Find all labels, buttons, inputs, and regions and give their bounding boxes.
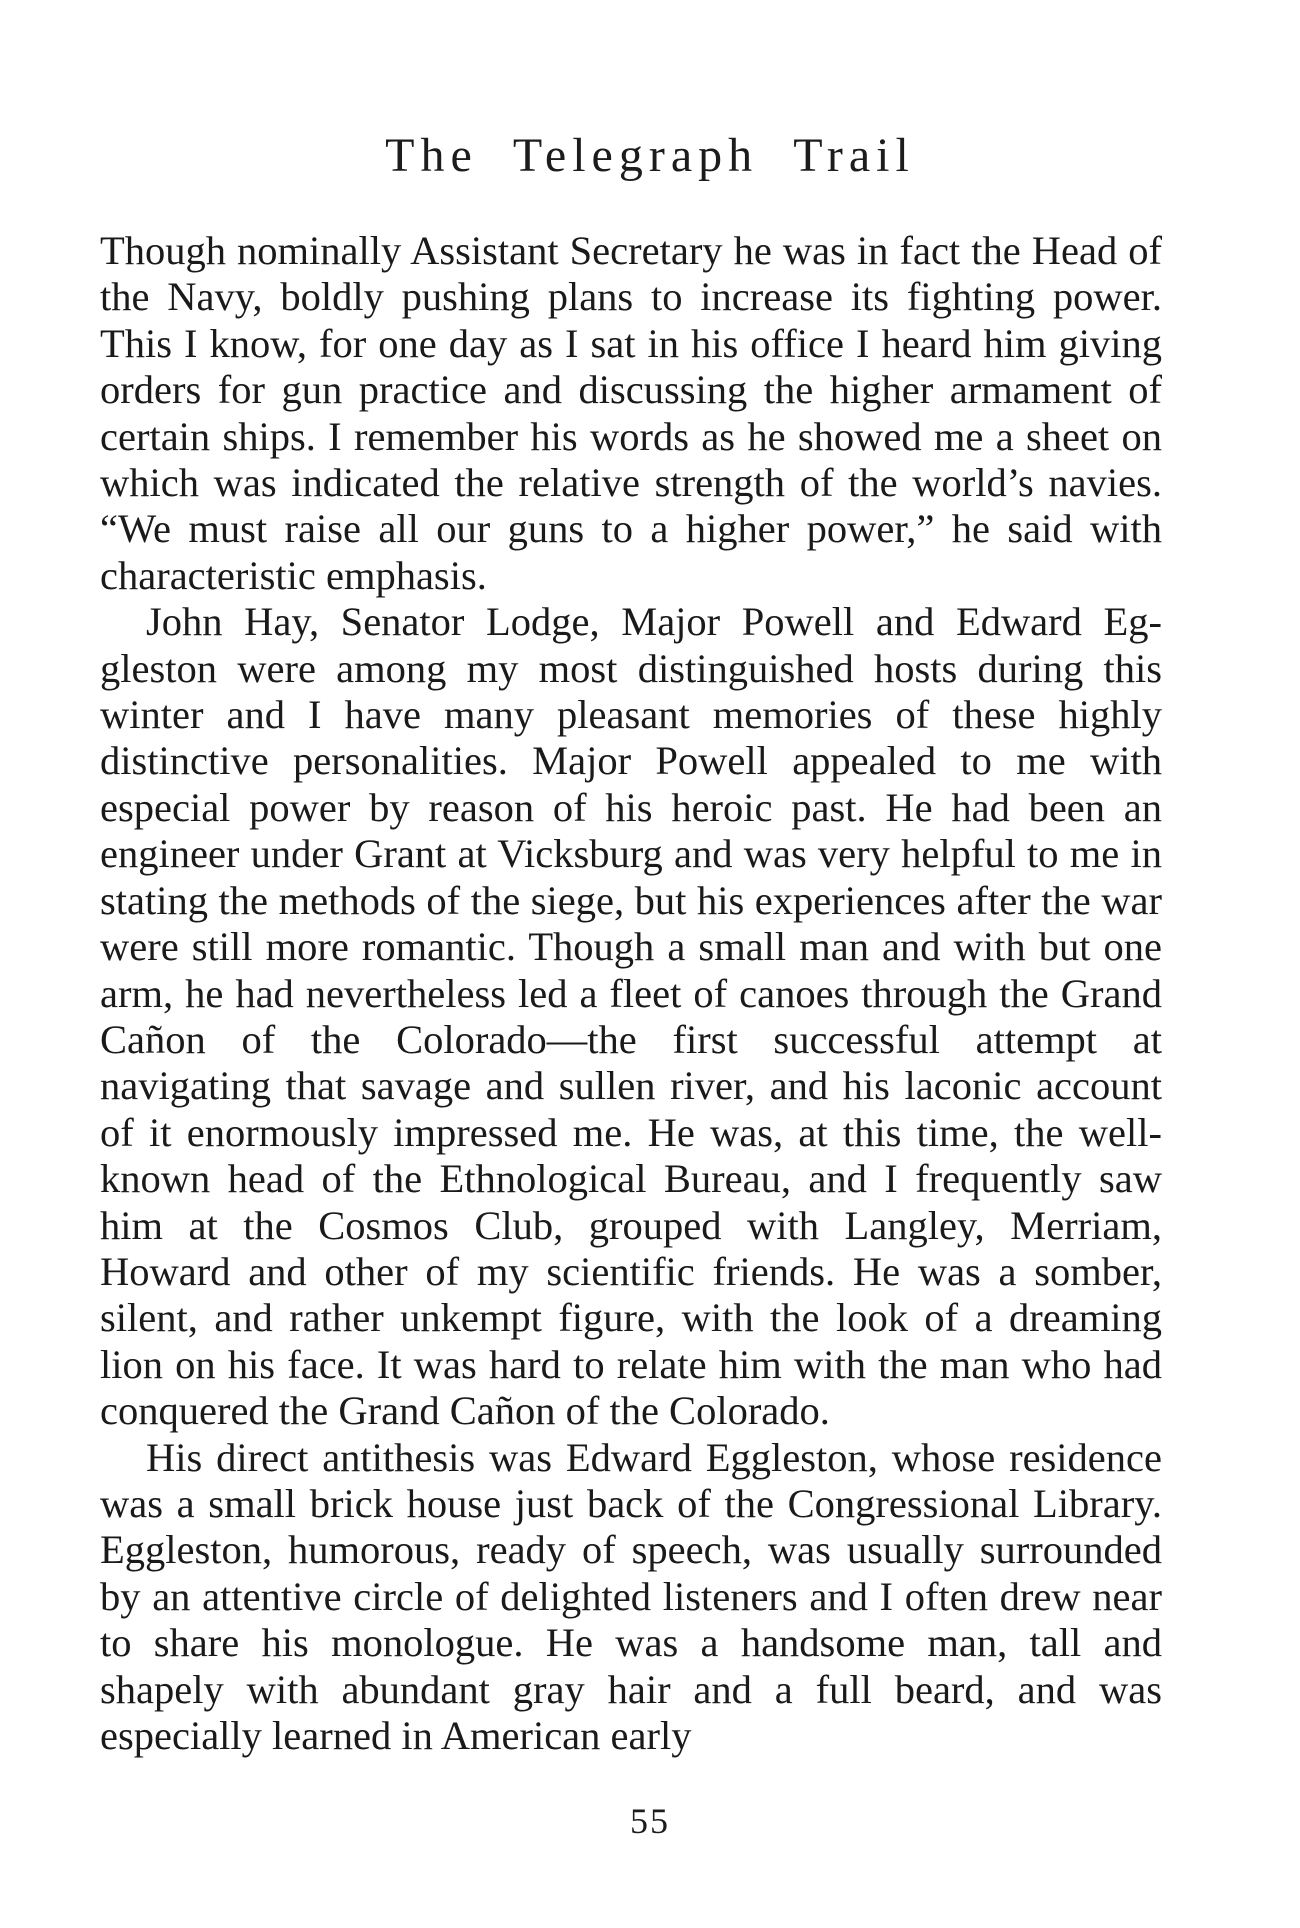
paragraph-eggleston: His direct antithesis was Edward Eggleston, whose residence was a small brick house just back of the Congressional Library. Eggleston, humorous, ready of speech, was usually surrounded by an attentive circle of delighted listeners and I often drew near to share his monologue. He was a handsome man, tall and shapely with abundant gray hair and a full beard, and was especially learned in American early [100, 1434, 1162, 1758]
running-head: The Telegraph Trail [385, 129, 915, 182]
paragraph-navy: Though nominally Assistant Secretary he was in fact the Head of the Navy, boldly pushing plans to increase its fighting power. This I know, for one day as I sat in his office I heard him giving orders for gun practice and discussing the higher armament of certain ships. I remember his words as he showed me a sheet on which was indicated the relative strength of the world’s navies. “We must raise all our guns to a higher power,” he said with characteristic emphasis. [100, 228, 1162, 598]
paragraph-powell: John Hay, Senator Lodge, Major Powell and Edward Eggleston were among my most distinguished hosts during this winter and I have many pleasant memories of these highly distinctive personalities. Major Powell appealed to me with especial power by reason of his heroic past. He had been an engineer under Grant at Vicksburg and was very helpful to me in stating the methods of the siege, but his experiences after the war were still more romantic. Though a small man and with but one arm, he had nevertheless led a fleet of canoes through the Grand Cañon of the Colorado—the first successful attempt at navigating that savage and sullen river, and his laconic account of it enormously impressed me. He was, at this time, the well-known head of the Ethnological Bureau, and I frequently saw him at the Cosmos Club, grouped with Langley, Merriam, Howard and other of my scientific friends. He was a somber, silent, and rather unkempt figure, with the look of a dreaming lion on his face. It was hard to relate him with the man who had conquered the Grand Cañon of the Colorado. [100, 599, 1162, 1434]
body-text [100, 228, 1162, 1759]
page-number: 55 [630, 1801, 670, 1841]
